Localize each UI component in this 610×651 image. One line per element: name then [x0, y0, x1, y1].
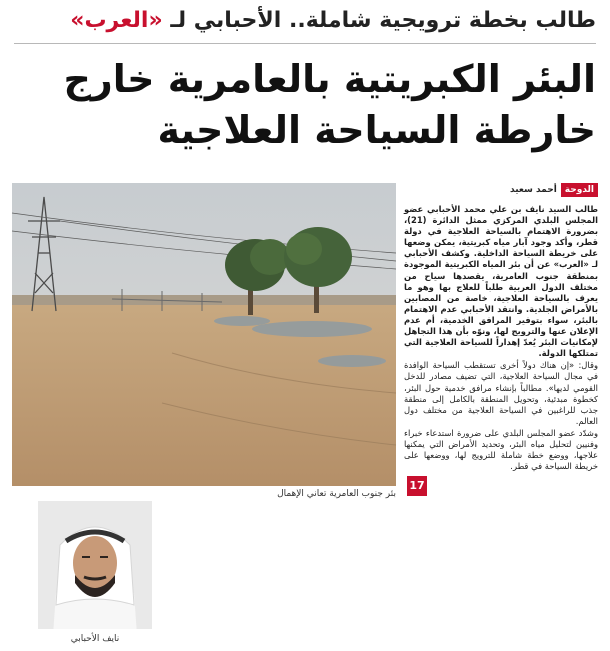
- portrait-photo: [38, 501, 152, 649]
- portrait-caption: نايف الأحبابي: [38, 629, 152, 649]
- brand-name: «العرب»: [70, 8, 163, 33]
- kicker-divider: [14, 43, 596, 44]
- portrait-inset: [36, 499, 154, 651]
- author-name: أحمد سعيد: [510, 185, 557, 195]
- photo-caption: بئر جنوب العامرية تعاني الإهمال: [277, 489, 396, 499]
- desert-well-photo: [12, 183, 396, 486]
- headline-line-2: خارطة السياحة العلاجية: [157, 108, 596, 152]
- kicker: [14, 8, 596, 33]
- headline: [14, 54, 596, 156]
- byline: [510, 183, 598, 197]
- article-paragraph: طالب السيد نايف بن علي محمد الأحبابي عضو المجلس البلدي المركزي ممثل الدائرة (21)، بضرورة الاهتمام بالسياحة العلاجية في دولة قطر، وأكد وجود آبار مياه كبريتية، يمكن وضعها على خريطة السياحة الداخلية. وكشف الأحبابي لـ «العرب» عن أن بئر المياه الكبريتية الموجودة بمنطقة جنوب العامرية، يقصدها سياح من مختلف الدول العربية طلباً للعلاج بها وهو ما يعرف بالسياحة العلاجية، خاصة من المصابين بالأمراض الجلدية. وانتقد الأحبابي عدم الاهتمام بالبئر، سواء بتوفير المرافق الخدمية، أم عدم الإعلان عنها والترويج لها، ونوّه بأن هذا التجاهل لإمكانيات البئر يُعدّ إهداراً للسياحة العلاجية التي تمتلكها الدولة.: [404, 204, 598, 359]
- kicker-text: طالب بخطة ترويجية شاملة.. الأحبابي لـ: [170, 8, 596, 33]
- headline-line-1: البئر الكبريتية بالعامرية خارج: [63, 57, 596, 101]
- article-body: [404, 204, 598, 504]
- article-paragraph: وشدّد عضو المجلس البلدي على ضرورة استدعاء خبراء وفنيين لتحليل مياه البئر، وتحديد الأمراض التي يمكنها علاجها، ووضع خطة شاملة للترويج لها، ووضعها على خريطة السياحة في قطر.: [404, 427, 598, 472]
- article-paragraph: وقال: «إن هناك دولاً أخرى تستقطب السياحة الوافدة في مجال السياحة العلاجية، التي تضيف مصادر للدخل القومي لديها». مطالباً بإنشاء مرافق خدمية حول البئر، كخطوة مبدئية، وتحويل المنطقة بالكامل إلى منطقة جذب للراغبين في السياحة العلاجية من مختلف دول العالم.: [404, 360, 598, 426]
- page-number: 17: [407, 476, 427, 496]
- location-tag: الدوحة: [561, 183, 598, 197]
